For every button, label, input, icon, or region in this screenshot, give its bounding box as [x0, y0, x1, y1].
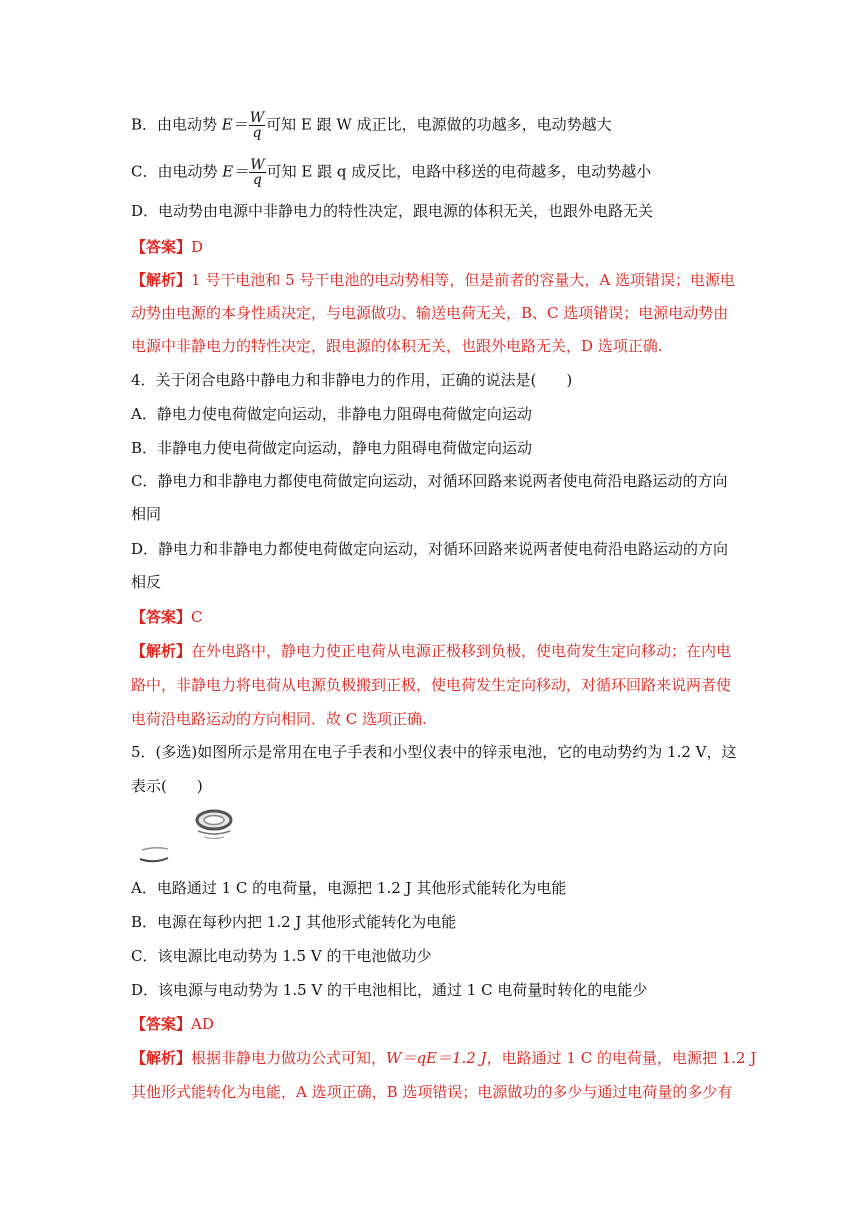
q5-analysis-line-2: 其他形式能转化为电能，A 选项正确，B 选项错误；电源做功的多少与通过电荷量的多少有 — [131, 1083, 733, 1101]
q3-answer: 【答案】D — [131, 238, 204, 256]
fraction-w-over-q: $\frac{W}{q}$ — [250, 157, 265, 188]
q4-option-d-line-1: D．静电力和非静电力都使电荷做定向运动，对循环回路来说两者使电荷沿电路运动的方向 — [131, 540, 729, 558]
q3-analysis-line-2: 动势由电源的本身性质决定，与电源做功、输送电荷无关，B、C 选项错误；电源电动势由 — [131, 304, 729, 322]
q5-stem-line-1: 5．(多选)如图所示是常用在电子手表和小型仪表中的锌汞电池，它的电动势约为 1.2 V，这 — [131, 743, 737, 761]
q5-option-a: A．电路通过 1 C 的电荷量，电源把 1.2 J 其他形式能转化为电能 — [131, 879, 567, 897]
q4-stem: 4．关于闭合电路中静电力和非静电力的作用，正确的说法是( ) — [131, 371, 573, 389]
q4-option-a: A．静电力使电荷做定向运动，非静电力阻碍电荷做定向运动 — [131, 405, 532, 423]
q4-option-d-line-2: 相反 — [131, 573, 162, 591]
q4-analysis-line-1: 【解析】在外电路中，静电力使正电荷从电源正极移到负极，使电荷发生定向移动；在内电 — [131, 642, 732, 660]
q4-option-c-line-2: 相同 — [131, 505, 162, 523]
q5-option-b: B．电源在每秒内把 1.2 J 其他形式能转化为电能 — [131, 913, 457, 931]
fraction-w-over-q: $\frac{W}{q}$ — [249, 110, 265, 141]
q3-option-b: B．由电动势 E＝ $\frac{W}{q}$ 可知 E 跟 W 成正比，电源做的功越多，电动势越大 — [131, 110, 612, 141]
q4-answer: 【答案】C — [131, 608, 203, 626]
q5-stem-line-2: 表示( ) — [131, 777, 203, 795]
q5-answer: 【答案】AD — [131, 1015, 214, 1033]
q3-analysis-line-3: 电源中非静电力的特性决定，跟电源的体积无关，也跟外电路无关，D 选项正确. — [131, 337, 663, 355]
q3-analysis-line-1: 【解析】1 号干电池和 5 号干电池的电动势相等，但是前者的容量大，A 选项错误；电源电 — [131, 271, 736, 289]
zinc-mercury-battery-figure — [136, 806, 246, 866]
q5-analysis-line-1: 【解析】根据非静电力做功公式可知，W＝qE＝1.2 J，电路通过 1 C 的电荷量，电源把 1.2 J — [131, 1049, 757, 1067]
q4-analysis-line-2: 路中，非静电力将电荷从电源负极搬到正极，使电荷发生定向移动，对循环回路来说两者使 — [131, 676, 732, 694]
q3-option-c: C．由电动势 E＝ $\frac{W}{q}$ 可知 E 跟 q 成反比，电路中移送的电荷越多，电动势越小 — [131, 157, 652, 188]
q5-option-c: C．该电源比电动势为 1.5 V 的干电池做功少 — [131, 947, 432, 965]
q3-option-d: D．电动势由电源中非静电力的特性决定，跟电源的体积无关，也跟外电路无关 — [131, 202, 654, 220]
q4-analysis-line-3: 电荷沿电路运动的方向相同．故 C 选项正确. — [131, 710, 427, 728]
q4-option-b: B．非静电力使电荷做定向运动，静电力阻碍电荷做定向运动 — [131, 439, 533, 457]
q4-option-c-line-1: C．静电力和非静电力都使电荷做定向运动，对循环回路来说两者使电荷沿电路运动的方向 — [131, 472, 728, 490]
q5-option-d: D．该电源与电动势为 1.5 V 的干电池相比，通过 1 C 电荷量时转化的电能少 — [131, 981, 648, 999]
